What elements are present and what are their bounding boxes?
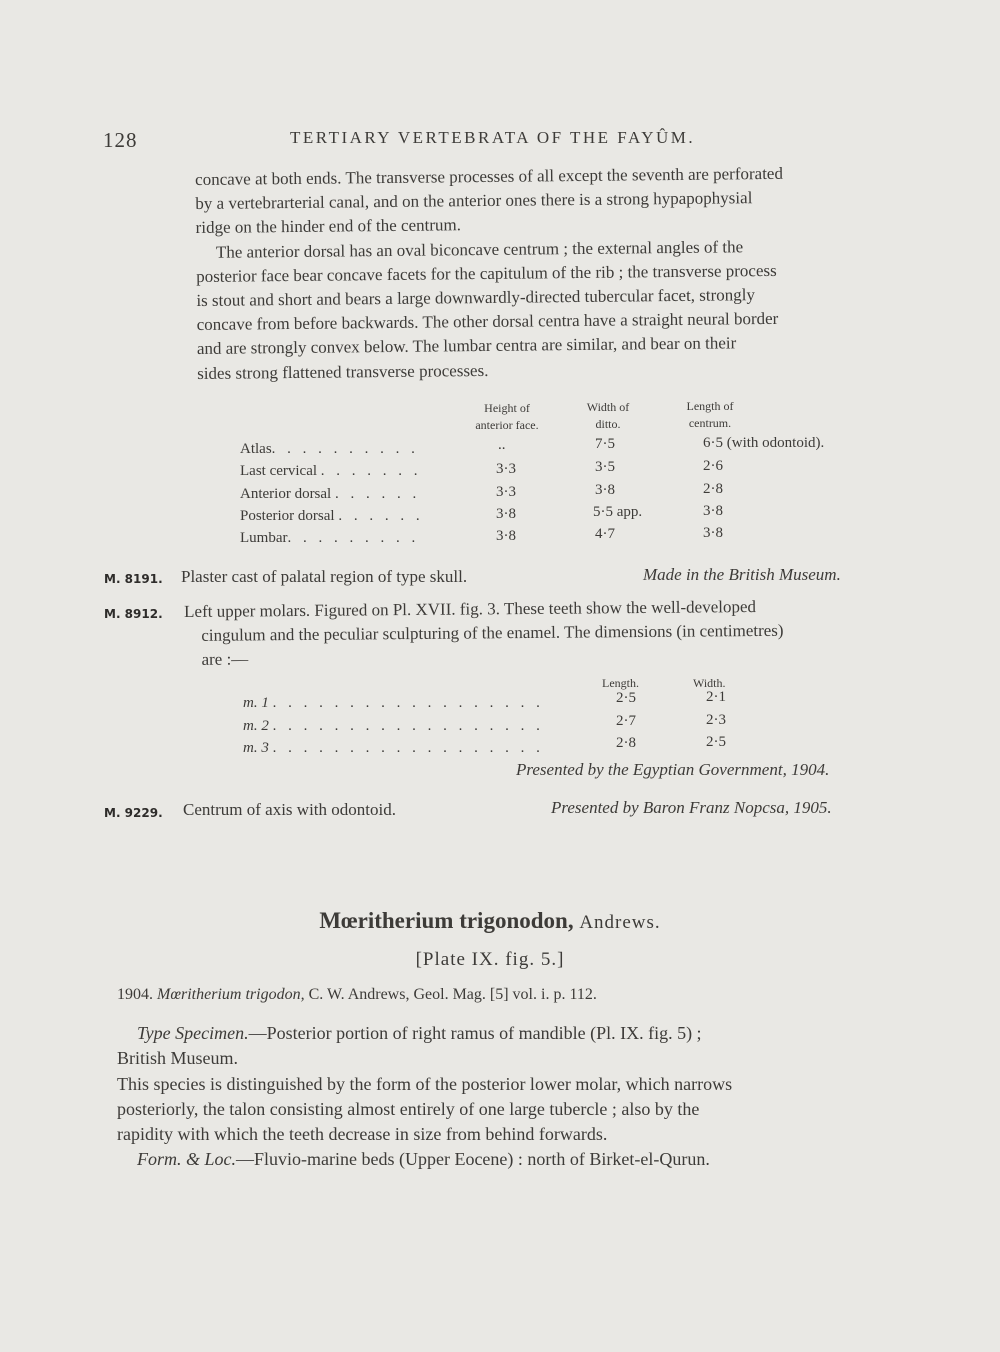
intro-line: ridge on the hinder end of the centrum.: [195, 215, 462, 238]
width-cell: 2·5: [706, 734, 726, 750]
donation-note: Presented by the Egyptian Government, 1904.: [516, 760, 830, 779]
col-header-width: Width.: [693, 676, 726, 690]
specimen-description: Centrum of axis with odontoid.: [183, 800, 396, 819]
row-label: Atlas: [240, 441, 272, 457]
species-name: Mœritherium trigonodon,: [319, 908, 574, 933]
width-cell: 4·7: [595, 526, 615, 542]
length-cell: 3·8: [703, 503, 723, 519]
row-label: m. 2: [243, 718, 269, 734]
intro-line: is stout and short and bears a large downwardly-directed tubercular facet, strongly: [196, 285, 756, 311]
length-cell: 2·6: [703, 458, 723, 474]
locality-label: Form. & Loc.: [137, 1149, 236, 1169]
intro-line: posterior face bear concave facets for the capitulum of the rib ; the transverse process: [196, 260, 777, 286]
width-cell: 3·5: [595, 459, 615, 475]
width-cell: 2·3: [706, 712, 726, 728]
table-row: Last cervical . . . . . . .: [240, 463, 422, 479]
height-cell: 3·3: [496, 461, 516, 477]
intro-line: concave at both ends. The transverse processes of all except the seventh are perforated: [195, 163, 784, 189]
col-header-height: Height of anterior face.: [475, 401, 539, 432]
section-title: [0, 908, 980, 934]
table-row: Atlas. . . . . . . . . .: [240, 441, 419, 457]
table-row: m. 1 . . . . . . . . . . . . . . . . . .: [243, 695, 544, 711]
table-row: Posterior dorsal . . . . . .: [240, 508, 424, 524]
type-specimen-paragraph: Type Specimen.—Posterior portion of right ramus of mandible (Pl. IX. fig. 5) ; British Museum.: [117, 1023, 702, 1068]
running-title: TERTIARY VERTEBRATA OF THE FAYÛM.: [290, 128, 696, 147]
specimen-note: Made in the British Museum.: [643, 565, 841, 584]
length-cell: 2·5: [616, 690, 636, 706]
length-cell: 2·8: [616, 735, 636, 751]
citation: 1904. Mœritherium trigodon, C. W. Andrews, Geol. Mag. [5] vol. i. p. 112.: [117, 986, 597, 1003]
table-row: m. 3 . . . . . . . . . . . . . . . . . .: [243, 740, 544, 756]
width-cell: 5·5 app.: [593, 504, 643, 520]
width-cell: 7·5: [595, 436, 615, 452]
width-cell: 3·8: [595, 482, 615, 498]
height-cell: 3·8: [496, 528, 516, 544]
specimen-description: Left upper molars. Figured on Pl. XVII. fig. 3. These teeth show the well-developed cingulum and the peculiar sculpturing of the enamel. The dimensions (in centimetres) are :—: [184, 597, 784, 670]
width-cell: 2·1: [706, 689, 726, 705]
row-label: m. 1: [243, 695, 269, 711]
length-cell: 3·8: [703, 525, 723, 541]
intro-line: The anterior dorsal has an oval biconcave centrum ; the external angles of the: [215, 236, 744, 262]
species-author: Andrews.: [579, 912, 661, 933]
specimen-number: M. 8912.: [104, 607, 163, 621]
intro-line: sides strong flattened transverse processes.: [197, 360, 489, 383]
height-cell: 3·8: [496, 506, 516, 522]
length-cell: 2·8: [703, 481, 723, 497]
row-label: Lumbar: [240, 530, 288, 546]
col-header-length: Length of centrum.: [686, 399, 734, 430]
table-row: m. 2 . . . . . . . . . . . . . . . . . .: [243, 718, 544, 734]
row-label: Anterior dorsal: [240, 486, 332, 502]
height-cell: ..: [498, 437, 506, 453]
intro-line: and are strongly convex below. The lumbar centra are similar, and bear on their: [196, 333, 737, 359]
row-label: m. 3: [243, 740, 269, 756]
description-paragraph: This species is distinguished by the form of the posterior lower molar, which narrows posteriorly, the talon consisting almost entirely of one large tubercle ; also by the rapidity with which the teeth decrease in size from behind forwards. Form. & Loc.—Fluvio-marine beds (Upper Eocene) : north of Birket-el-Qurun.: [117, 1074, 733, 1169]
row-label: Last cervical: [240, 463, 318, 479]
specimen-number: M. 9229.: [104, 806, 163, 820]
length-cell: 6·5 (with odontoid).: [703, 435, 825, 451]
row-label: Posterior dorsal: [240, 508, 335, 524]
col-header-length: Length.: [602, 676, 639, 690]
table-row: Lumbar. . . . . . . . .: [240, 530, 420, 546]
plate-reference: [Plate IX. fig. 5.]: [415, 949, 565, 970]
specimen-number: M. 8191.: [104, 572, 163, 586]
page-number: 128: [103, 128, 138, 152]
intro-line: concave from before backwards. The other dorsal centra have a straight neural border: [196, 309, 779, 335]
type-label: Type Specimen.: [137, 1023, 249, 1043]
table-row: Anterior dorsal . . . . . .: [240, 486, 421, 502]
specimen-description: Plaster cast of palatal region of type skull.: [181, 567, 468, 586]
intro-line: by a vertebrarterial canal, and on the anterior ones there is a strong hypapophysial: [195, 188, 753, 214]
intro-paragraph: [195, 161, 859, 386]
length-cell: 2·7: [616, 713, 636, 729]
height-cell: 3·3: [496, 484, 516, 500]
col-header-width: Width of ditto.: [586, 400, 630, 431]
specimen-note: Presented by Baron Franz Nopcsa, 1905.: [551, 798, 832, 817]
